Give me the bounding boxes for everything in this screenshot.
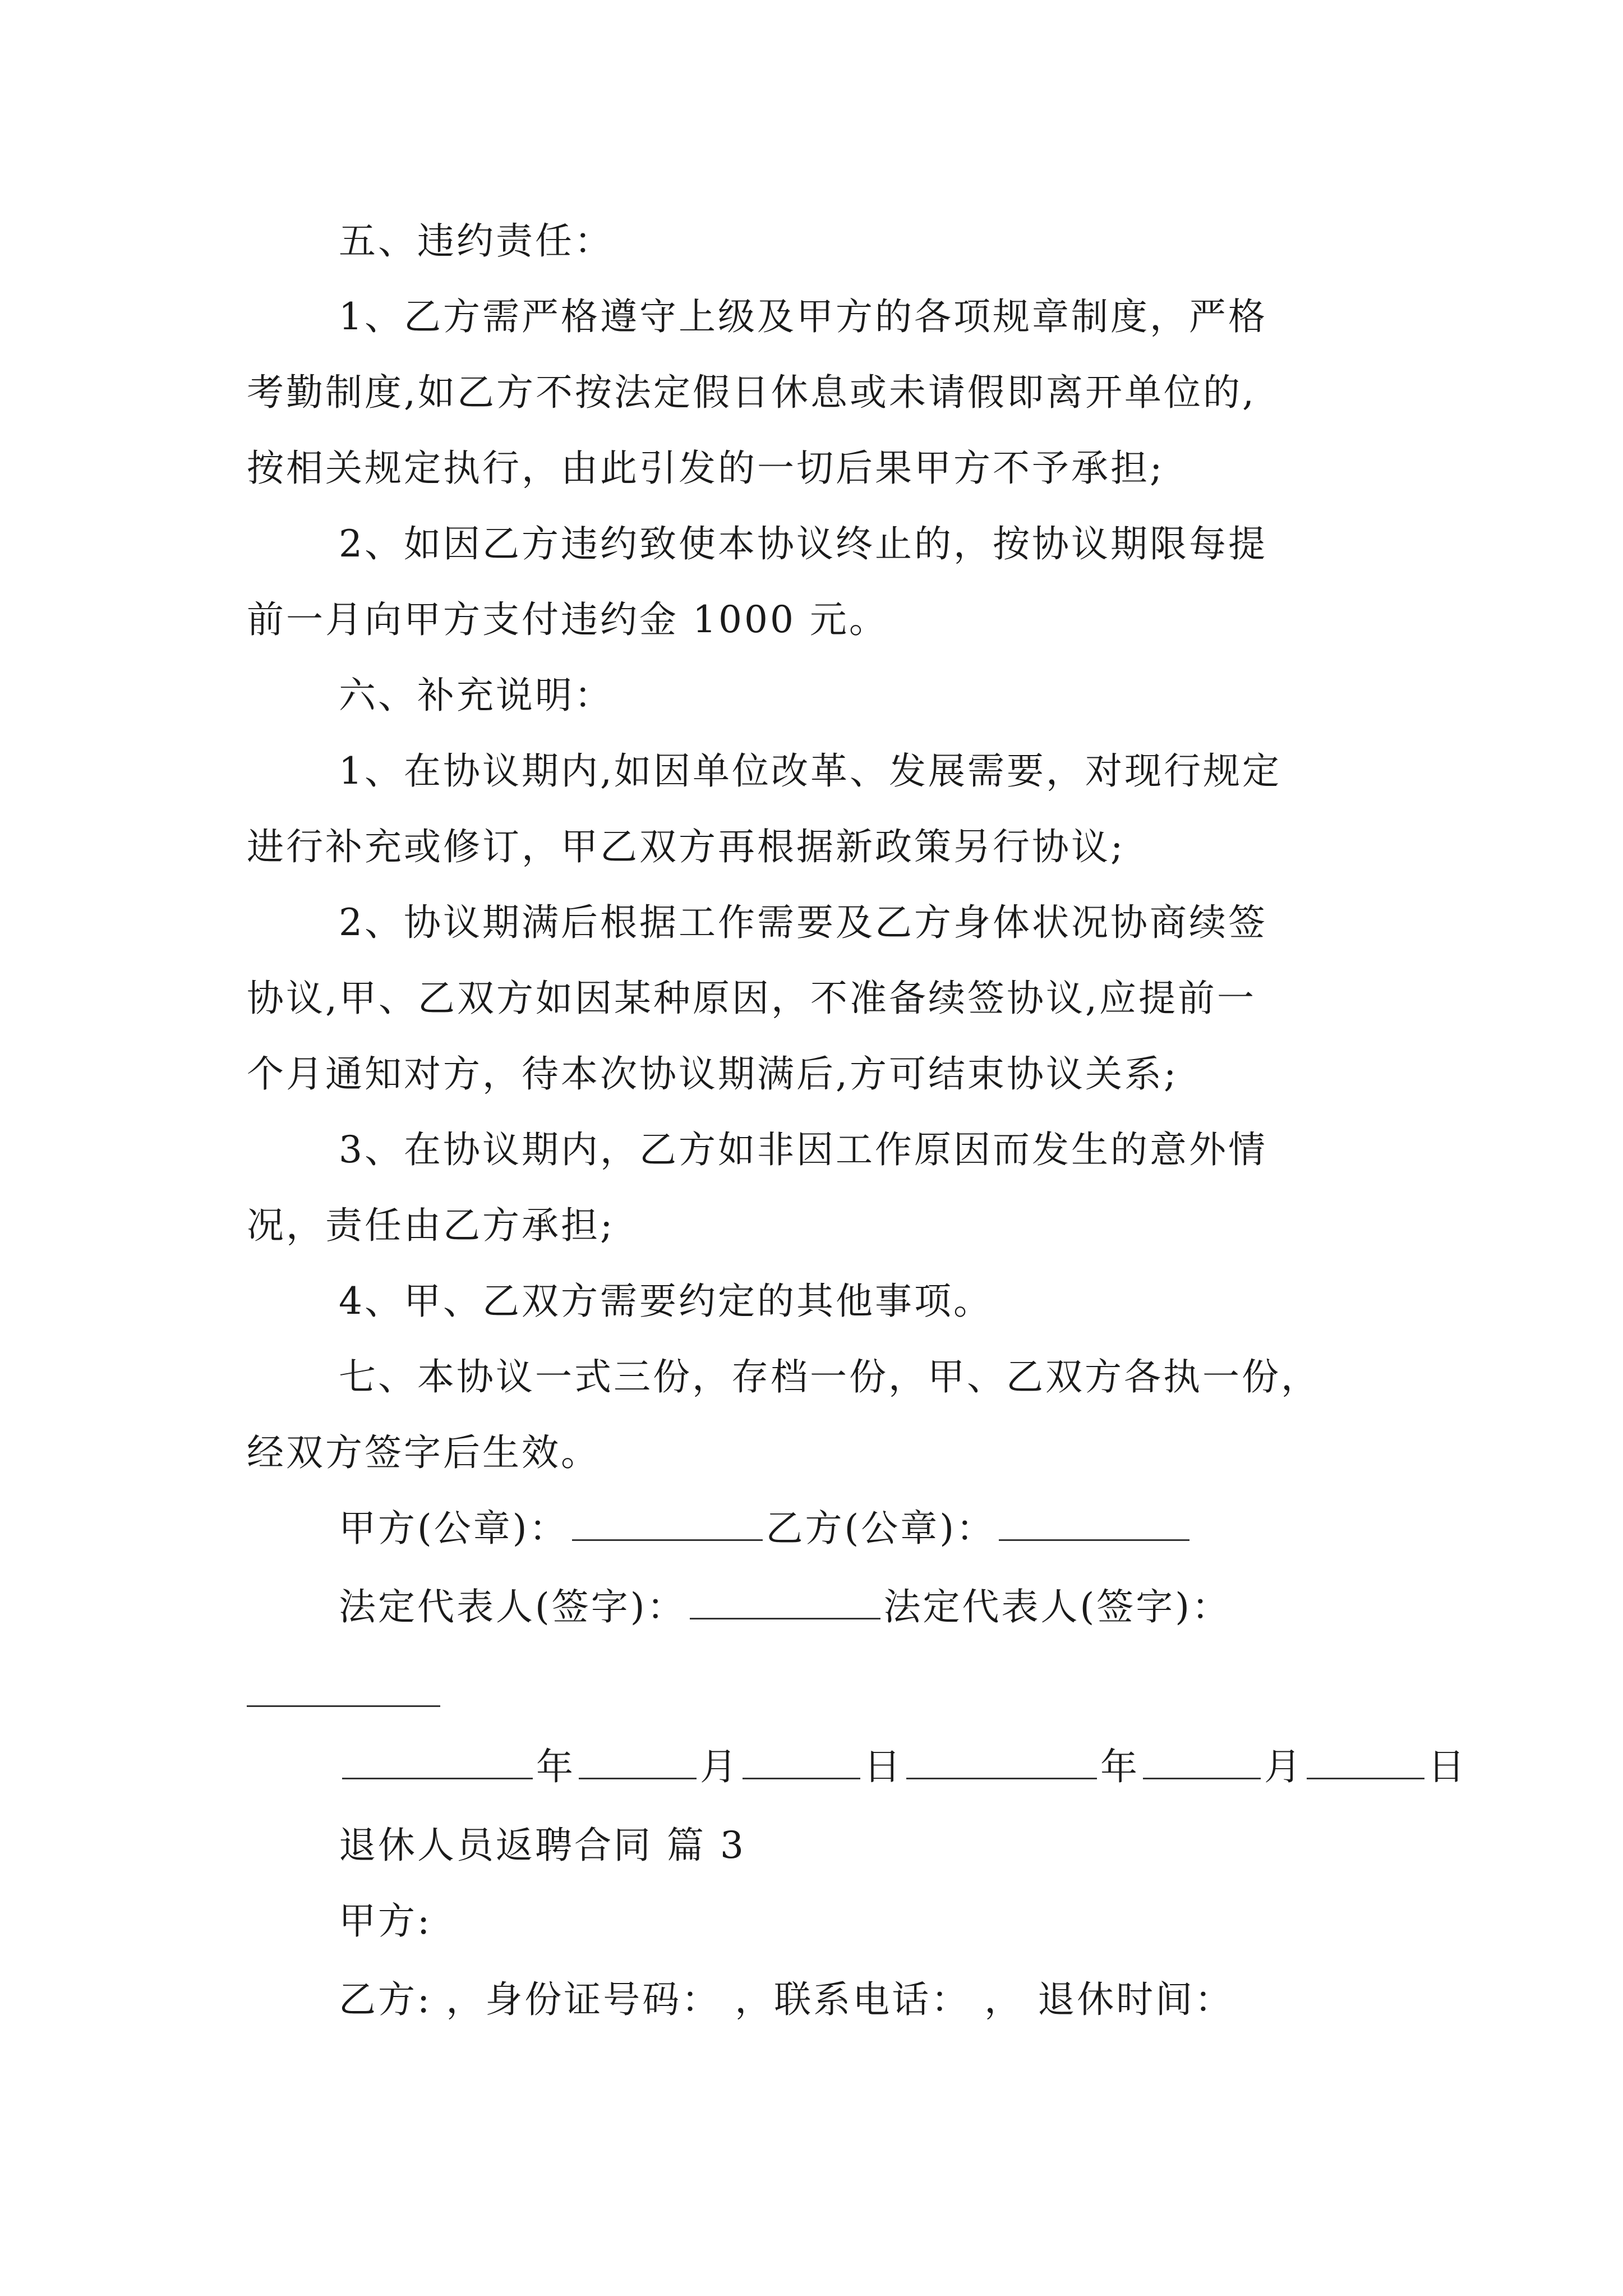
date-b-day-blank: [1307, 1744, 1424, 1779]
paragraph-line: 2、协议期满后根据工作需要及乙方身体状况协商续签: [339, 901, 1267, 944]
date-a-day-blank: [743, 1744, 860, 1779]
paragraph-line: 进行补充或修订，甲乙双方再根据新政策另行协议;: [247, 825, 1126, 868]
paragraph-line: 4、甲、乙双方需要约定的其他事项。: [339, 1280, 993, 1323]
party-a-line: 甲方:: [339, 1899, 432, 1943]
paragraph-line: 经双方签字后生效。: [247, 1431, 600, 1474]
paragraph-line: 协议,甲、乙双方如因某种原因，不准备续签协议,应提前一: [247, 977, 1256, 1020]
date-a-month: 月: [700, 1745, 739, 1788]
section-heading-supplement: 六、补充说明：: [339, 674, 614, 717]
rep-b-blank: [247, 1705, 440, 1707]
date-b-year: 年: [1100, 1745, 1140, 1788]
party-b-line: 乙方: ，身份证号码： ，联系电话： ， 退休时间：: [339, 1978, 1234, 2021]
paragraph-line: 按相关规定执行，由此引发的一切后果甲方不予承担;: [247, 447, 1165, 490]
paragraph-line: 3、在协议期内，乙方如非因工作原因而发生的意外情: [339, 1128, 1267, 1171]
party-b-seal-blank: [999, 1506, 1189, 1541]
paragraph-line: 1、在协议期内,如因单位改革、发展需要，对现行规定: [339, 749, 1281, 793]
date-a-year-blank: [342, 1744, 533, 1779]
section-heading-breach: 五、违约责任：: [339, 219, 614, 263]
date-a-year: 年: [536, 1745, 575, 1788]
party-b-seal-label: 乙方(公章)：: [766, 1507, 995, 1550]
rep-a-blank: [690, 1584, 880, 1619]
paragraph-line: 2、如因乙方违约致使本协议终止的，按协议期限每提: [339, 522, 1267, 565]
date-b-year-blank: [906, 1744, 1097, 1779]
representative-line: [339, 1582, 1231, 1632]
party-a-seal-label: 甲方(公章)：: [339, 1507, 569, 1550]
date-b-month: 月: [1264, 1745, 1303, 1788]
party-a-seal-blank: [572, 1506, 763, 1541]
seal-line: [339, 1503, 1193, 1554]
rep-a-label: 法定代表人(签字)：: [339, 1585, 686, 1628]
paragraph-line: 前一月向甲方支付违约金 1000 元。: [247, 598, 888, 641]
paragraph-line: 七、本协议一式三份，存档一份，甲、乙双方各执一份，: [339, 1355, 1320, 1398]
date-b-month-blank: [1143, 1744, 1261, 1779]
rep-b-label: 法定代表人(签字)：: [883, 1585, 1231, 1628]
paragraph-line: 况，责任由乙方承担;: [247, 1204, 615, 1247]
date-b-day: 日: [1428, 1745, 1467, 1788]
paragraph-line: 1、乙方需严格遵守上级及甲方的各项规章制度，严格: [339, 295, 1267, 338]
date-a-day: 日: [864, 1745, 903, 1788]
paragraph-line: 个月通知对方，待本次协议期满后,方可结束协议关系;: [247, 1052, 1179, 1096]
contract-title: 退休人员返聘合同 篇 3: [339, 1824, 746, 1867]
paragraph-line: 考勤制度,如乙方不按法定假日休息或未请假即离开单位的,: [247, 371, 1256, 414]
date-line: [339, 1742, 1467, 1792]
date-a-month-blank: [579, 1744, 697, 1779]
